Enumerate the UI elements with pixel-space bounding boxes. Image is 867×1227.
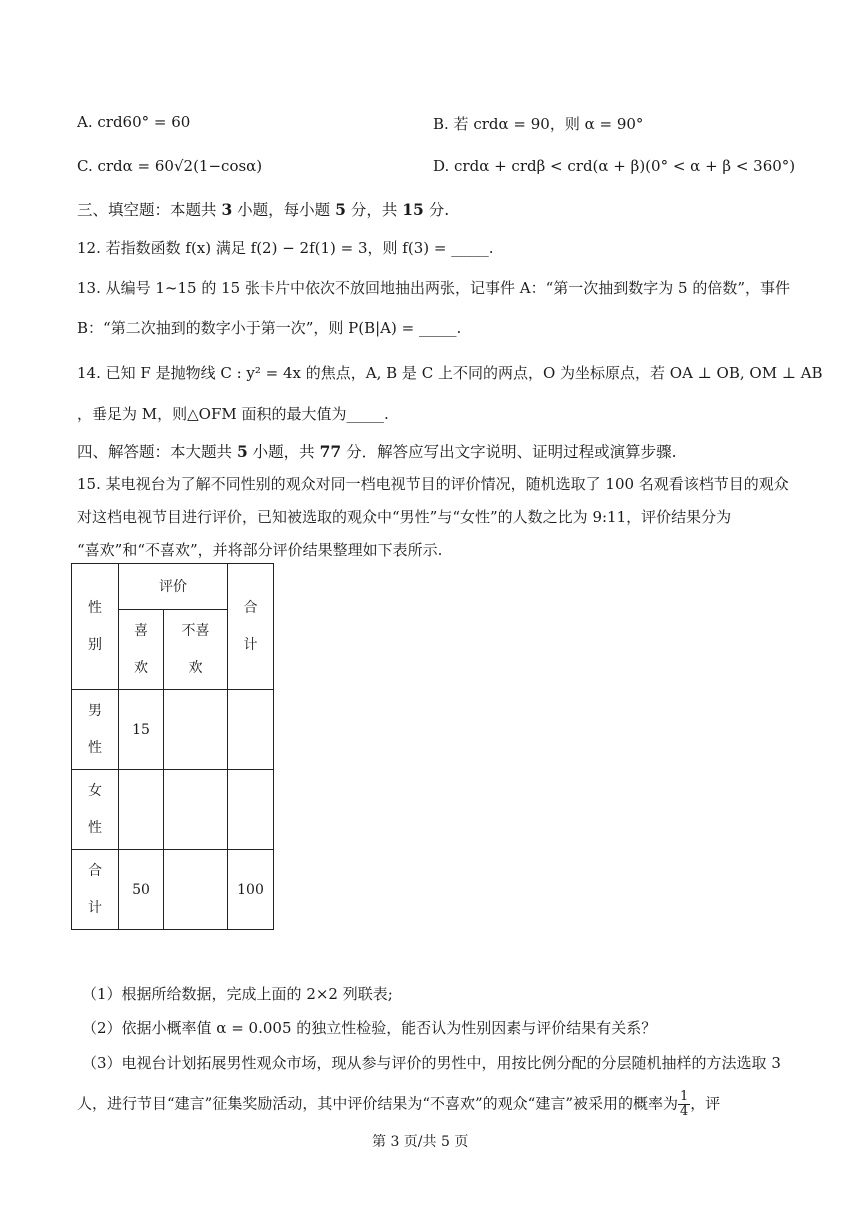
- cell-total-like: 50: [119, 850, 164, 930]
- header-evaluation: 评价: [119, 564, 228, 610]
- question-15-line2: 对这档电视节目进行评价，已知被选取的观众中“男性”与“女性”的人数之比为 9:11，评价结果分为: [77, 508, 732, 526]
- option-d: D. crdα + crdβ < crd(α + β)(0° < α + β < 360°): [433, 157, 796, 175]
- header-gender: 性 别: [72, 564, 119, 690]
- header-like: 喜 欢: [119, 610, 164, 690]
- option-a: A. crd60° = 60: [77, 113, 191, 131]
- part-1: （1）根据所给数据，完成上面的 2×2 列联表;: [82, 985, 393, 1003]
- question-14-line1: 14. 已知 F 是抛物线 C : y² = 4x 的焦点，A, B 是 C 上不同的两点，O 为坐标原点，若 OA ⊥ OB, OM ⊥ AB: [77, 364, 823, 382]
- question-13-line2: B：“第二次抽到的数字小于第一次”，则 P(B|A) = _____.: [77, 319, 462, 337]
- option-b: B. 若 crdα = 90，则 α = 90°: [433, 115, 644, 133]
- cell-male-dislike: [164, 690, 228, 770]
- row-label-male: 男 性: [72, 690, 119, 770]
- part-3-line2: 人，进行节目“建言”征集奖励活动，其中评价结果为“不喜欢”的观众“建言”被采用的概率为 $\frac{1}{4}$ ，评: [77, 1089, 721, 1119]
- section4-heading: 四、解答题：本大题共 5 小题，共 77 分．解答应写出文字说明、证明过程或演算步骤.: [77, 442, 677, 461]
- question-15-line1: 15. 某电视台为了解不同性别的观众对同一档电视节目的评价情况，随机选取了 100 名观看该档节目的观众: [77, 475, 789, 493]
- question-15-line3: “喜欢”和“不喜欢”，并将部分评价结果整理如下表所示.: [77, 541, 443, 559]
- fraction-one-quarter: $\frac{1}{4}$: [680, 1089, 689, 1119]
- row-label-total: 合 计: [72, 850, 119, 930]
- cell-total-dislike: [164, 850, 228, 930]
- evaluation-table: [71, 563, 274, 930]
- question-14-line2: ，垂足为 M，则△OFM 面积的最大值为_____.: [77, 405, 389, 423]
- cell-female-dislike: [164, 770, 228, 850]
- table-row: [72, 770, 274, 850]
- cell-female-total: [228, 770, 274, 850]
- option-c: C. crdα = 60√2(1−cosα): [77, 157, 263, 175]
- question-12: 12. 若指数函数 f(x) 满足 f(2) − 2f(1) = 3，则 f(3) = _____.: [77, 239, 494, 257]
- cell-male-total: [228, 690, 274, 770]
- cell-female-like: [119, 770, 164, 850]
- cell-total-total: 100: [228, 850, 274, 930]
- cell-male-like: 15: [119, 690, 164, 770]
- page-footer: 第 3 页/共 5 页: [372, 1134, 469, 1150]
- table-row: [72, 690, 274, 770]
- part-3-line1: （3）电视台计划拓展男性观众市场，现从参与评价的男性中，用按比例分配的分层随机抽样的方法选取 3: [82, 1054, 781, 1072]
- header-dislike: 不喜 欢: [164, 610, 228, 690]
- header-total: 合 计: [228, 564, 274, 690]
- part-2: （2）依据小概率值 α = 0.005 的独立性检验，能否认为性别因素与评价结果有关系？: [82, 1019, 657, 1037]
- row-label-female: 女 性: [72, 770, 119, 850]
- table-row: [72, 850, 274, 930]
- section3-heading: 三、填空题：本题共 3 小题，每小题 5 分，共 15 分.: [77, 200, 450, 219]
- question-13-line1: 13. 从编号 1~15 的 15 张卡片中依次不放回地抽出两张，记事件 A：“第一次抽到数字为 5 的倍数”，事件: [77, 279, 791, 297]
